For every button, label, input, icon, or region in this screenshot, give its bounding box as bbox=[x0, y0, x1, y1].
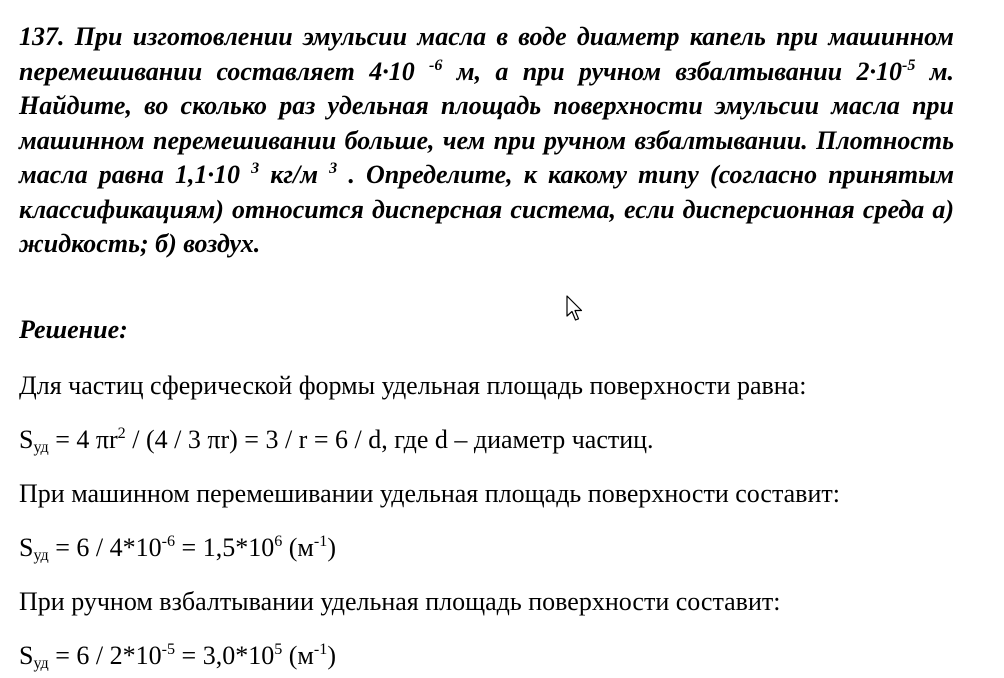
formula-text: = 1,5*10 bbox=[175, 533, 275, 562]
manual-shaking-text: При ручном взбалтывании удельная площадь поверхности составит: bbox=[19, 587, 781, 616]
exponent: -1 bbox=[313, 533, 328, 551]
formula-manual bbox=[19, 639, 336, 673]
formula-text: ) bbox=[327, 641, 336, 670]
formula-symbol: S bbox=[19, 425, 34, 454]
formula-specific-surface bbox=[19, 423, 654, 457]
formula-subscript: уд bbox=[33, 655, 49, 673]
formula-text: ) bbox=[327, 533, 336, 562]
exponent: 6 bbox=[274, 533, 283, 551]
mouse-pointer-icon bbox=[566, 295, 584, 323]
formula-text: = 6 / 4*10 bbox=[48, 533, 162, 562]
formula-text: (м bbox=[282, 641, 314, 670]
exponent: 3 bbox=[251, 160, 260, 178]
exponent: -6 bbox=[161, 533, 176, 551]
solution-heading: Решение: bbox=[19, 315, 128, 344]
machine-mixing-text: При машинном перемешивании удельная площадь поверхности составит: bbox=[19, 479, 840, 508]
formula-subscript: уд bbox=[33, 547, 49, 565]
formula-symbol: S bbox=[19, 641, 34, 670]
problem-text-part-1: При изготовлении эмульсии масла в воде диаметр капель при машинном перемешивании составляет 4·10 bbox=[19, 22, 954, 86]
problem-statement bbox=[19, 20, 954, 262]
problem-text-part-2: м, а при ручном взбалтывании 2·10 bbox=[442, 56, 902, 86]
formula-text: (м bbox=[282, 533, 314, 562]
problem-text-part-4: кг/м bbox=[259, 160, 330, 189]
exponent: -1 bbox=[313, 641, 328, 659]
problem-number: 137. bbox=[19, 22, 65, 51]
problem-text-part-3: м. Найдите, во сколько раз удельная площадь поверхности эмульсии масла при машинном перемешивании больше, чем при ручном взбалтывании. Плотность масла равна 1,1·10 bbox=[19, 56, 954, 189]
formula-text: = 4 πr bbox=[48, 425, 118, 454]
exponent: -5 bbox=[901, 56, 916, 74]
formula-text: / (4 / 3 πr) = 3 / r = 6 / d, где d – диаметр частиц. bbox=[125, 425, 654, 454]
formula-text: = 6 / 2*10 bbox=[48, 641, 162, 670]
exponent: -5 bbox=[161, 641, 176, 659]
problem-text-part-5: . Определите, к какому типу (согласно принятым классификациям) относится дисперсная система, если дисперсионная среда а) жидкость; б) воздух. bbox=[19, 160, 955, 258]
exponent: 3 bbox=[329, 160, 338, 178]
exponent: -6 bbox=[429, 56, 443, 74]
exponent: 2 bbox=[117, 425, 126, 443]
formula-subscript: уд bbox=[33, 439, 49, 457]
formula-machine bbox=[19, 531, 336, 565]
formula-symbol: S bbox=[19, 533, 34, 562]
exponent: 5 bbox=[274, 641, 283, 659]
solution-intro: Для частиц сферической формы удельная площадь поверхности равна: bbox=[19, 371, 807, 400]
formula-text: = 3,0*10 bbox=[175, 641, 275, 670]
